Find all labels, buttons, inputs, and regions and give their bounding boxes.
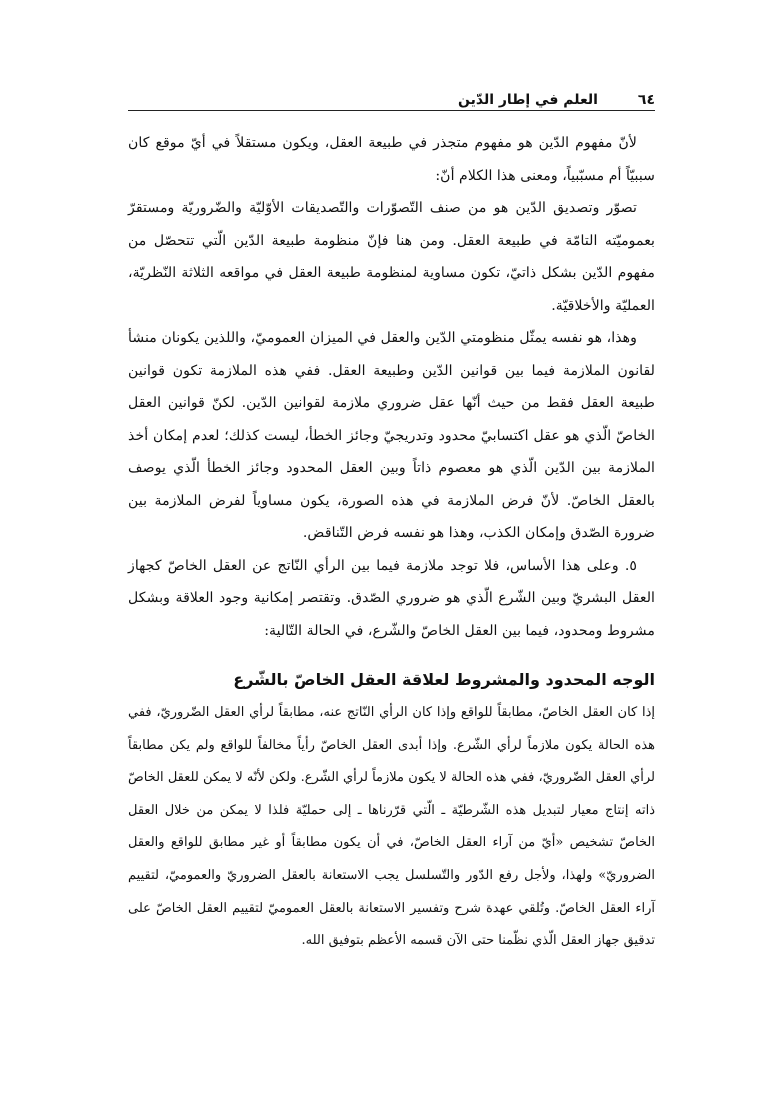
running-title: العلم في إطار الدّين: [458, 92, 598, 108]
section-paragraph: إذا كان العقل الخاصّ، مطابقاً للواقع وإذا كان الرأي النّاتج عنه، مطابقاً لرأي العقل الضّروريّ، ففي هذه الحالة يكون ملازماً لرأي الشّرع. وإذا أبدى العقل الخاصّ رأياً مخالفاً للواقع ولم يكن مطابقاً لرأي العقل الضّروريّ، ففي هذه الحالة لا يكون ملازماً لرأي الشّرع. ولكن لأنّه لا يمكن للعقل الخاصّ ذاته إنتاج معيار لتبديل هذه الشّرطيّة ـ الّتي قرّرناها ـ إلى حمليّة فلذا لا يمكن من خلال العقل الخاصّ تشخيص «أيّ من آراء العقل الخاصّ، في أن يكون مطابقاً أو غير مطابق للواقع والعقل الضروريّ» ولهذا، ولأجل رفع الدّور والتّسلسل يجب الاستعانة بالعقل الضروريّ والعموميّ، لتقييم آراء العقل الخاصّ. وتُلقي عهدة شرح وتفسير الاستعانة بالعقل العموميّ لتقييم العقل الخاصّ على تدقيق جهاز العقل الّذي نظّمنا حتى الآن قسمه الأعظم بتوفيق الله.: [128, 705, 655, 949]
section-heading: الوجه المحدود والمشروط لعلاقة العقل الخاصّ بالشّرع: [233, 670, 655, 689]
paragraph: ٥. وعلى هذا الأساس، فلا توجد ملازمة فيما بين الرأي النّاتج عن العقل الخاصّ كجهاز العقل البشريّ وبين الشّرع الّذي هو ضروري الصّدق. وتقتصر إمكانية وجود العلاقة وبشكل مشروط ومحدود، فيما بين العقل الخاصّ والشّرع، في الحالة التّالية:: [128, 557, 655, 639]
page-number: ٦٤: [637, 92, 655, 108]
header-rule: [128, 110, 655, 111]
paragraph: تصوّر وتصديق الدّين هو من صنف التّصوّرات والتّصديقات الأوّليّة والضّروريّة ومستقرّ بعموميّته التامّة في طبيعة العقل. ومن هنا فإنّ منظومة طبيعة الدّين الّتي تتحصّل من مفهوم الدّين بشكل ذاتيّ، تكون مساوية لمنظومة طبيعة العقل في مواقعه الثلاثة النّظريّة، العمليّة والأخلاقيّة.: [128, 200, 655, 314]
paragraph: لأنّ مفهوم الدّين هو مفهوم متجذر في طبيعة العقل، ويكون مستقلاً في أيّ موقع كان سببيّاً أم مسبّبياً، ومعنى هذا الكلام أنّ:: [128, 135, 655, 184]
body-text: [128, 127, 655, 958]
paragraph: وهذا، هو نفسه يمثّل منظومتي الدّين والعقل في الميزان العموميّ، واللذين يكونان منشأ لقانون الملازمة فيما بين قوانين الدّين وطبيعة العقل. ففي هذه الملازمة تكون قوانين طبيعة العقل فقط من حيث أنّها عقل ضروري ملازمة لقوانين الدّين. لكنّ قوانين العقل الخاصّ الّذي هو عقل اكتسابيّ محدود وتدريجيّ وجائز الخطأ، ليست كذلك؛ لعدم إمكان أخذ الملازمة بين الدّين الّذي هو معصوم ذاتاً وبين العقل المحدود وجائز الخطأ الّذي يوصف بالعقل الخاصّ. لأنّ فرض الملازمة في هذه الصورة، يكون مساوياً لفرض الملازمة بين ضرورة الصّدق وإمكان الكذب، وهذا هو نفسه فرض التّناقض.: [128, 330, 655, 541]
